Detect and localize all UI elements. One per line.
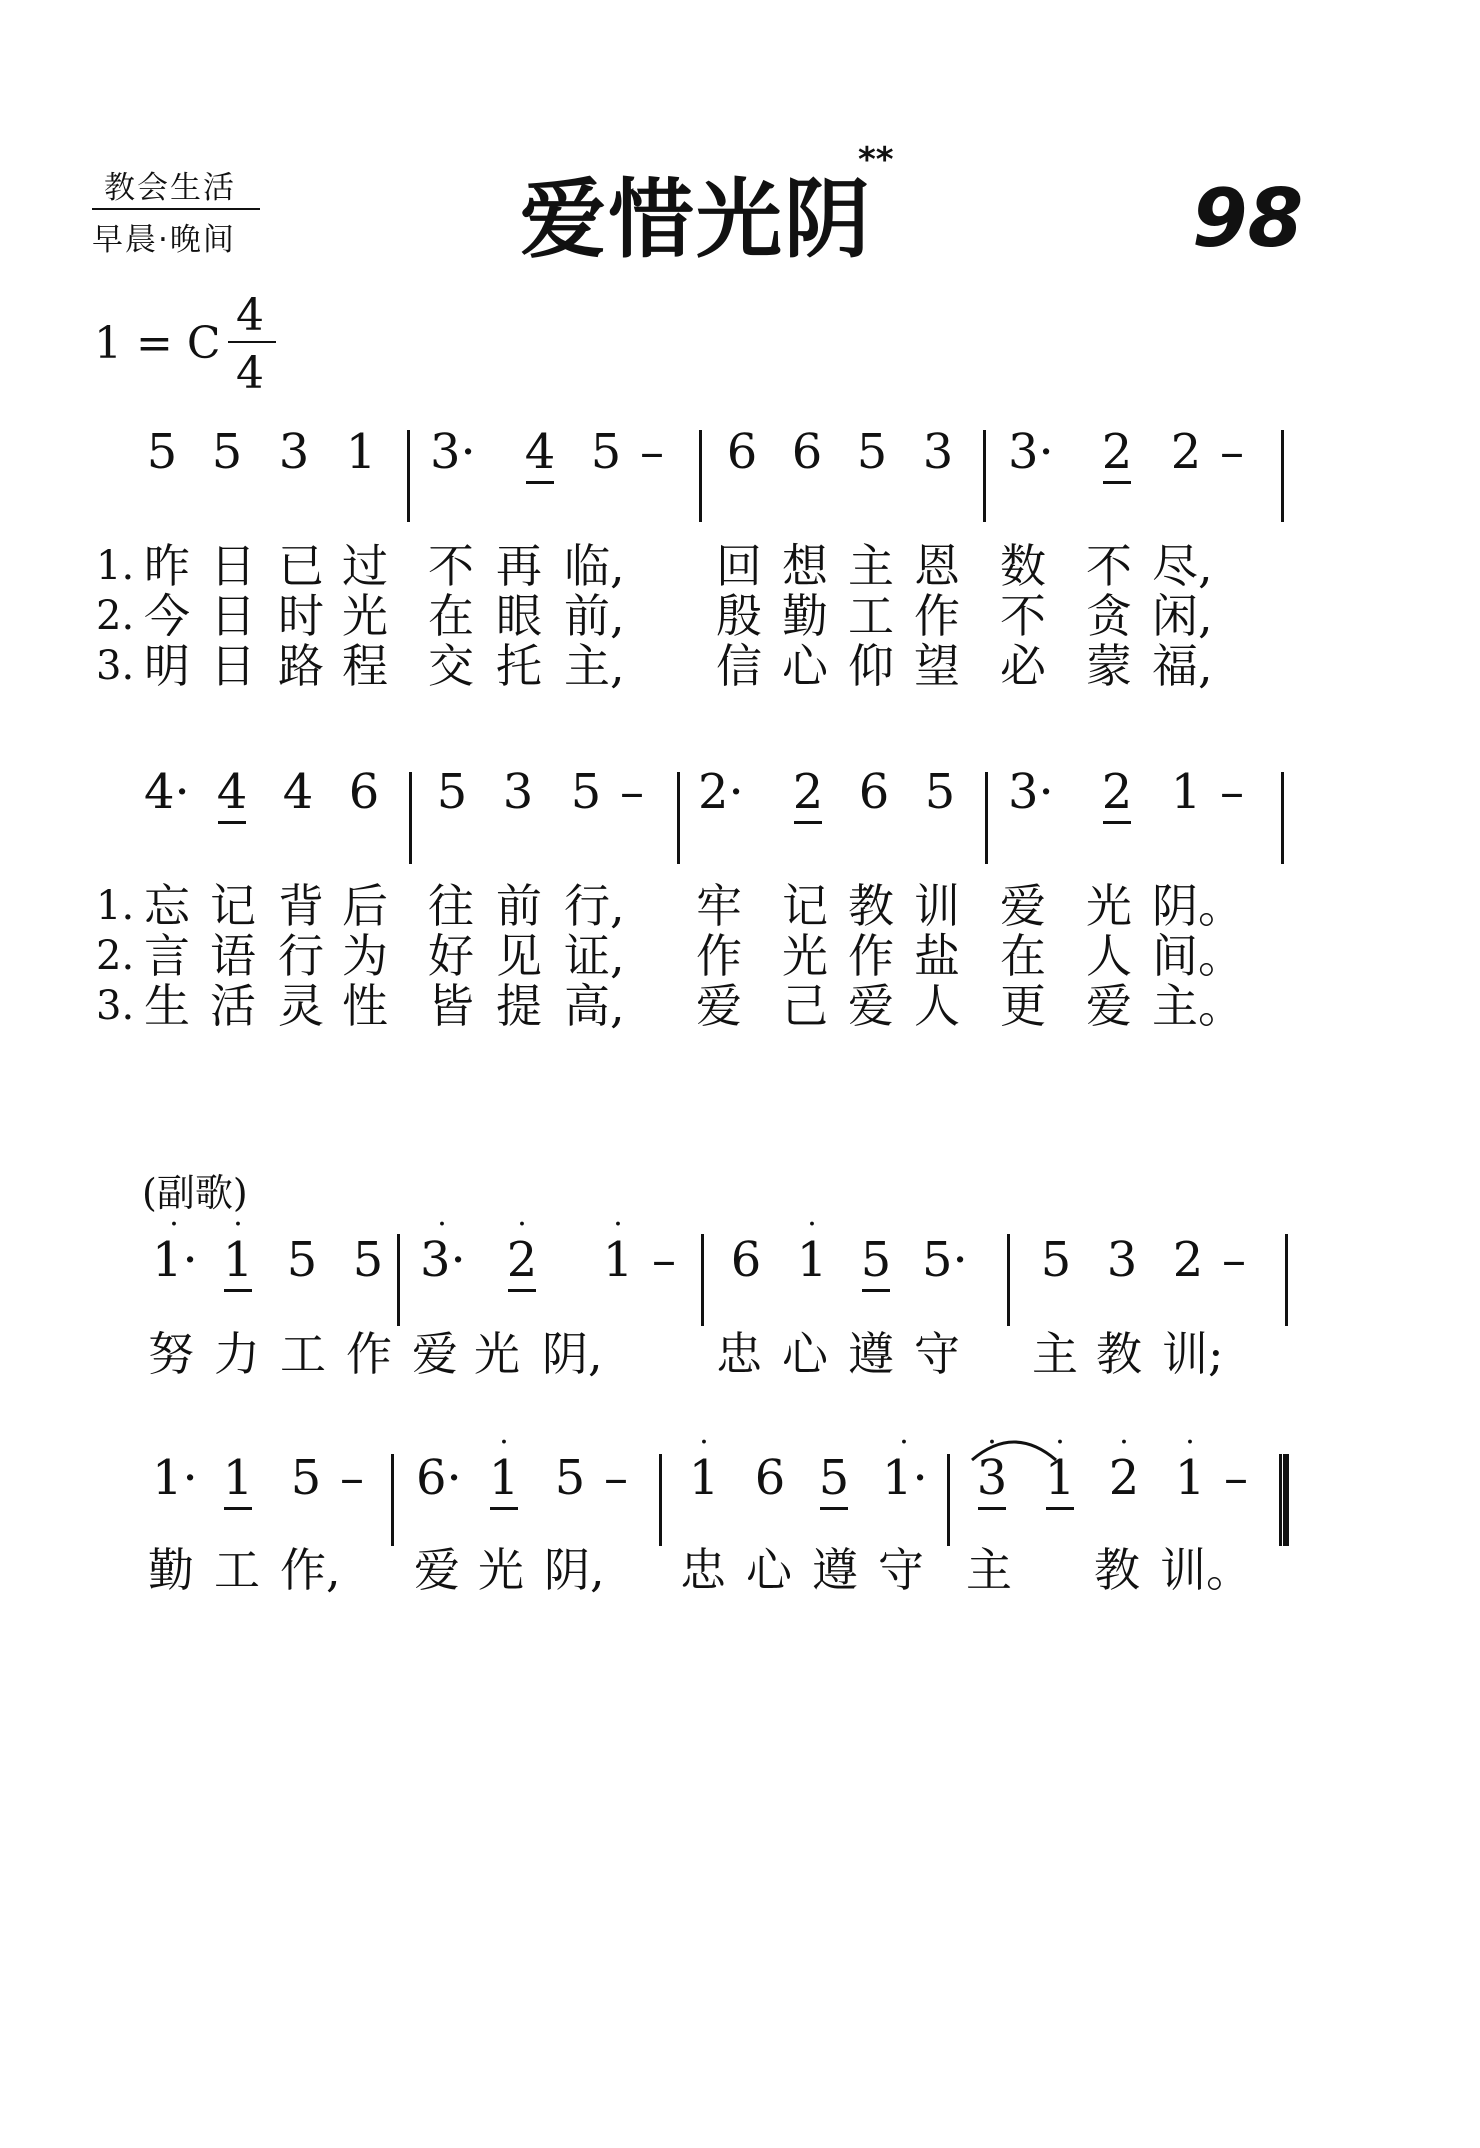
eighth-underline <box>820 1507 848 1510</box>
note <box>284 1450 328 1506</box>
note <box>1008 764 1052 820</box>
lyric-syllable: 数 <box>1000 539 1046 593</box>
lyric-syllable: 爱 <box>1086 979 1132 1033</box>
note <box>518 424 562 480</box>
lyric-syllable: 主 <box>848 539 894 593</box>
lyric-syllable: 工 <box>848 589 894 643</box>
note-digit: 3· <box>420 1232 466 1288</box>
lyric-syllable: 努 <box>148 1327 194 1381</box>
note-digit: 5 <box>590 424 622 480</box>
note-digit: 1 <box>688 1450 720 1506</box>
lyric-syllable: 训。 <box>1160 1543 1252 1597</box>
hymn-number: 98 <box>1192 172 1304 265</box>
lyric-syllable: 人 <box>1086 929 1132 983</box>
note-digit: 3 <box>976 1450 1008 1506</box>
octave-dot: · <box>987 1425 997 1460</box>
lyric-syllable: 临, <box>564 539 625 593</box>
note <box>1210 424 1254 480</box>
note <box>330 1450 374 1506</box>
lyric-syllable: 守 <box>878 1543 924 1597</box>
note-digit: 1 <box>1044 1450 1076 1506</box>
lyric-syllable: 路 <box>278 639 324 693</box>
note <box>210 764 254 820</box>
octave-dot: · <box>233 1207 243 1242</box>
note-digit: 6 <box>791 424 823 480</box>
lyric-syllable: 蒙 <box>1086 639 1132 693</box>
lyric-syllable: 往 <box>428 879 474 933</box>
note <box>548 1450 592 1506</box>
note-digit: 1· <box>882 1450 928 1506</box>
note-digit: 4 <box>524 424 556 480</box>
title-mark: ** <box>858 140 894 180</box>
note <box>430 764 474 820</box>
eighth-underline <box>526 481 554 484</box>
lyric-syllable: 生 <box>144 979 190 1033</box>
note <box>1034 1232 1078 1288</box>
lyric-syllable: 尽, <box>1152 539 1213 593</box>
note <box>430 424 474 480</box>
note <box>812 1450 856 1506</box>
lyric-syllable: 日 <box>210 589 256 643</box>
lyric-syllable: 阴。 <box>1152 879 1244 933</box>
note-digit: 4 <box>216 764 248 820</box>
lyric-syllable: 日 <box>210 639 256 693</box>
note <box>140 424 184 480</box>
lyric-syllable: 爱 <box>412 1327 458 1381</box>
lyric-syllable: 作 <box>696 929 742 983</box>
note <box>272 424 316 480</box>
note <box>420 1207 466 1288</box>
lyric-syllable: 工 <box>280 1327 326 1381</box>
barline <box>397 1234 400 1326</box>
note <box>1164 764 1208 820</box>
eighth-underline <box>1103 481 1131 484</box>
barline <box>983 430 986 522</box>
note <box>918 764 962 820</box>
lyric-syllable: 语 <box>210 929 256 983</box>
lyric-syllable: 心 <box>782 639 828 693</box>
note-digit: 5 <box>856 424 888 480</box>
note <box>785 424 829 480</box>
lyric-syllable: 望 <box>914 639 960 693</box>
note <box>216 1207 260 1288</box>
lyric-syllable: 贪 <box>1086 589 1132 643</box>
category-divider <box>92 208 260 210</box>
lyric-syllable: 仰 <box>848 639 894 693</box>
lyric-syllable: 作, <box>280 1543 341 1597</box>
lyric-syllable: 不 <box>1086 539 1132 593</box>
eighth-underline <box>218 821 246 824</box>
lyric-syllable: 忠 <box>716 1327 762 1381</box>
lyric-syllable: 前, <box>564 589 625 643</box>
barline <box>1281 430 1284 522</box>
note <box>416 1450 460 1506</box>
lyric-syllable: 教 <box>848 879 894 933</box>
note <box>346 1232 390 1288</box>
lyric-syllable: 爱 <box>848 979 894 1033</box>
note <box>1166 1232 1210 1288</box>
note <box>152 1207 198 1288</box>
note <box>790 1207 834 1288</box>
lyric-syllable: 后 <box>342 879 388 933</box>
time-signature-bottom: 4 <box>236 348 264 399</box>
lyric-syllable: 主 <box>1032 1327 1078 1381</box>
note-digit: 1 <box>1174 1450 1206 1506</box>
note-digit: 1 <box>488 1450 520 1506</box>
note <box>922 1232 966 1288</box>
lyric-syllable: 殷 <box>716 589 762 643</box>
eighth-underline <box>1103 821 1131 824</box>
lyric-syllable: 在 <box>428 589 474 643</box>
note-digit: 5 <box>352 1232 384 1288</box>
note-digit: 5 <box>1040 1232 1072 1288</box>
barline <box>985 772 988 864</box>
chorus-label: (副歌) <box>142 1171 248 1215</box>
lyric-syllable: 力 <box>214 1327 260 1381</box>
lyric-syllable: 恩 <box>914 539 960 593</box>
note-digit: – <box>340 1450 364 1506</box>
lyric-syllable: 见 <box>496 929 542 983</box>
note-digit: 5 <box>554 1450 586 1506</box>
lyric-syllable: 训; <box>1162 1327 1224 1381</box>
note-digit: – <box>620 764 644 820</box>
note <box>786 764 830 820</box>
lyric-syllable: 心 <box>782 1327 828 1381</box>
note-digit: 5 <box>286 1232 318 1288</box>
note <box>720 424 764 480</box>
note-digit: 5 <box>860 1232 892 1288</box>
note-digit: 5 <box>818 1450 850 1506</box>
barline <box>701 1234 704 1326</box>
octave-dot: · <box>699 1425 709 1460</box>
note <box>144 764 188 820</box>
note-digit: – <box>1220 424 1244 480</box>
note <box>1210 764 1254 820</box>
barline <box>947 1454 950 1546</box>
note-digit: 1 <box>602 1232 634 1288</box>
note <box>216 1450 260 1506</box>
lyric-syllable: 记 <box>782 879 828 933</box>
lyric-syllable: 行, <box>564 879 625 933</box>
lyric-syllable: 再 <box>496 539 542 593</box>
lyric-syllable: 已 <box>278 539 324 593</box>
note-digit: 5· <box>922 1232 968 1288</box>
note-digit: 1 <box>345 424 377 480</box>
lyric-syllable: 前 <box>496 879 542 933</box>
note-digit: 6 <box>754 1450 786 1506</box>
note <box>339 424 383 480</box>
note <box>1100 1232 1144 1288</box>
barline <box>409 772 412 864</box>
note-digit: 5 <box>211 424 243 480</box>
lyric-syllable: 记 <box>210 879 256 933</box>
note-digit: – <box>1224 1450 1248 1506</box>
note-digit: – <box>652 1232 676 1288</box>
verse-number: 2. <box>96 593 135 639</box>
note <box>852 764 896 820</box>
lyric-syllable: 教 <box>1096 1327 1142 1381</box>
lyric-syllable: 忠 <box>680 1543 726 1597</box>
note-digit: 5 <box>290 1450 322 1506</box>
note-digit: – <box>640 424 664 480</box>
note-digit: 1 <box>796 1232 828 1288</box>
lyric-syllable: 高, <box>564 979 625 1033</box>
hymn-title: 爱惜光阴 <box>520 170 872 270</box>
lyric-syllable: 证, <box>564 929 625 983</box>
category-top: 教会生活 <box>104 170 236 206</box>
note-digit: – <box>604 1450 628 1506</box>
time-signature-top: 4 <box>236 290 264 341</box>
lyric-syllable: 昨 <box>144 539 190 593</box>
lyric-syllable: 光 <box>782 929 828 983</box>
octave-dot: · <box>1119 1425 1129 1460</box>
lyric-syllable: 忘 <box>144 879 190 933</box>
lyric-syllable: 阴, <box>544 1543 605 1597</box>
lyric-syllable: 阴, <box>542 1327 603 1381</box>
note-digit: 5 <box>436 764 468 820</box>
note-digit: 3· <box>1008 764 1054 820</box>
note-digit: 1· <box>152 1450 198 1506</box>
barline <box>659 1454 662 1546</box>
verse-number: 3. <box>96 643 135 689</box>
note <box>682 1425 726 1506</box>
tie-mark <box>968 1425 1060 1464</box>
note-digit: 2 <box>506 1232 538 1288</box>
note <box>1164 424 1208 480</box>
note <box>1008 424 1052 480</box>
note-digit: 2 <box>792 764 824 820</box>
note-digit: 2 <box>1101 424 1133 480</box>
lyric-syllable: 光 <box>1086 879 1132 933</box>
barline <box>407 430 410 522</box>
note <box>152 1450 196 1506</box>
eighth-underline <box>508 1289 536 1292</box>
note-digit: – <box>1222 1232 1246 1288</box>
lyric-syllable: 遵 <box>848 1327 894 1381</box>
barline <box>699 430 702 522</box>
lyric-syllable: 作 <box>346 1327 392 1381</box>
eighth-underline <box>490 1507 518 1510</box>
lyric-syllable: 回 <box>716 539 762 593</box>
note <box>698 764 742 820</box>
note-digit: – <box>1220 764 1244 820</box>
lyric-syllable: 爱 <box>1000 879 1046 933</box>
lyric-syllable: 提 <box>496 979 542 1033</box>
final-barline <box>1279 1454 1289 1546</box>
lyric-syllable: 勤 <box>782 589 828 643</box>
lyric-syllable: 信 <box>716 639 762 693</box>
lyric-syllable: 皆 <box>428 979 474 1033</box>
note <box>1214 1450 1258 1506</box>
note-digit: 6· <box>416 1450 462 1506</box>
lyric-syllable: 福, <box>1152 639 1213 693</box>
note-digit: 1 <box>222 1450 254 1506</box>
key-signature: 1 = C <box>94 318 221 369</box>
note-digit: 3 <box>502 764 534 820</box>
lyric-syllable: 心 <box>746 1543 792 1597</box>
lyric-syllable: 己 <box>782 979 828 1033</box>
lyric-syllable: 遵 <box>812 1543 858 1597</box>
note <box>500 1207 544 1288</box>
note <box>854 1232 898 1288</box>
lyric-syllable: 不 <box>428 539 474 593</box>
note-digit: 6 <box>730 1232 762 1288</box>
category-bottom: 早晨·晚间 <box>92 222 236 258</box>
note-digit: 5 <box>570 764 602 820</box>
lyric-syllable: 闲, <box>1152 589 1213 643</box>
note-digit: 6 <box>726 424 758 480</box>
lyric-syllable: 不 <box>1000 589 1046 643</box>
note-digit: 4· <box>144 764 190 820</box>
note <box>850 424 894 480</box>
barline <box>677 772 680 864</box>
lyric-syllable: 训 <box>914 879 960 933</box>
note <box>882 1425 928 1506</box>
note-digit: 1· <box>152 1232 198 1288</box>
lyric-syllable: 主。 <box>1152 979 1244 1033</box>
lyric-syllable: 想 <box>782 539 828 593</box>
note <box>482 1425 526 1506</box>
note-digit: 3 <box>278 424 310 480</box>
note <box>642 1232 686 1288</box>
note <box>630 424 674 480</box>
note-digit: 1 <box>1170 764 1202 820</box>
verse-number: 3. <box>96 983 135 1029</box>
lyric-syllable: 主, <box>564 639 625 693</box>
lyric-syllable: 性 <box>342 979 388 1033</box>
note <box>1095 764 1139 820</box>
note-digit: 3 <box>1106 1232 1138 1288</box>
note <box>1212 1232 1256 1288</box>
note-digit: 6 <box>858 764 890 820</box>
lyric-syllable: 作 <box>914 589 960 643</box>
lyric-syllable: 托 <box>496 639 542 693</box>
note <box>280 1232 324 1288</box>
octave-dot: · <box>899 1425 909 1460</box>
eighth-underline <box>224 1507 252 1510</box>
barline <box>1281 772 1284 864</box>
barline <box>1285 1234 1288 1326</box>
note <box>610 764 654 820</box>
note-digit: 2 <box>1170 424 1202 480</box>
octave-dot: · <box>499 1425 509 1460</box>
note-digit: 3· <box>1008 424 1054 480</box>
octave-dot: · <box>807 1207 817 1242</box>
lyric-syllable: 光 <box>474 1327 520 1381</box>
lyric-syllable: 爱 <box>414 1543 460 1597</box>
eighth-underline <box>224 1289 252 1292</box>
note <box>205 424 249 480</box>
lyric-syllable: 主 <box>966 1543 1012 1597</box>
lyric-syllable: 背 <box>278 879 324 933</box>
note-digit: 3· <box>430 424 476 480</box>
note <box>276 764 320 820</box>
note-digit: 5 <box>146 424 178 480</box>
lyric-syllable: 时 <box>278 589 324 643</box>
note-digit: 2 <box>1108 1450 1140 1506</box>
note-digit: 5 <box>924 764 956 820</box>
verse-number: 1. <box>96 543 135 589</box>
note-digit: 6 <box>348 764 380 820</box>
lyric-syllable: 必 <box>1000 639 1046 693</box>
note <box>564 764 608 820</box>
lyric-syllable: 为 <box>342 929 388 983</box>
eighth-underline <box>978 1507 1006 1510</box>
eighth-underline <box>1046 1507 1074 1510</box>
note-digit: 2 <box>1172 1232 1204 1288</box>
lyric-syllable: 活 <box>210 979 256 1033</box>
lyric-syllable: 守 <box>914 1327 960 1381</box>
lyric-syllable: 灵 <box>278 979 324 1033</box>
lyric-syllable: 间。 <box>1152 929 1244 983</box>
eighth-underline <box>794 821 822 824</box>
octave-dot: · <box>517 1207 527 1242</box>
barline <box>391 1454 394 1546</box>
note <box>1102 1425 1146 1506</box>
barline <box>1007 1234 1010 1326</box>
lyric-syllable: 今 <box>144 589 190 643</box>
lyric-syllable: 交 <box>428 639 474 693</box>
verse-number: 2. <box>96 933 135 979</box>
note-digit: 2 <box>1101 764 1133 820</box>
note <box>584 424 628 480</box>
verse-number: 1. <box>96 883 135 929</box>
note-digit: 3 <box>922 424 954 480</box>
lyric-syllable: 牢 <box>696 879 742 933</box>
note <box>596 1207 640 1288</box>
lyric-syllable: 作 <box>848 929 894 983</box>
time-signature-line <box>228 341 276 343</box>
note <box>1095 424 1139 480</box>
note <box>724 1232 768 1288</box>
note <box>496 764 540 820</box>
lyric-syllable: 教 <box>1094 1543 1140 1597</box>
note <box>342 764 386 820</box>
lyric-syllable: 在 <box>1000 929 1046 983</box>
lyric-syllable: 行 <box>278 929 324 983</box>
lyric-syllable: 程 <box>342 639 388 693</box>
octave-dot: · <box>613 1207 623 1242</box>
lyric-syllable: 明 <box>144 639 190 693</box>
lyric-syllable: 光 <box>342 589 388 643</box>
eighth-underline <box>862 1289 890 1292</box>
lyric-syllable: 眼 <box>496 589 542 643</box>
octave-dot: · <box>437 1207 447 1242</box>
octave-dot: · <box>169 1207 179 1242</box>
lyric-syllable: 工 <box>214 1543 260 1597</box>
lyric-syllable: 勤 <box>148 1543 194 1597</box>
lyric-syllable: 过 <box>342 539 388 593</box>
note <box>748 1450 792 1506</box>
note <box>594 1450 638 1506</box>
lyric-syllable: 光 <box>478 1543 524 1597</box>
lyric-syllable: 日 <box>210 539 256 593</box>
note <box>1168 1425 1212 1506</box>
note-digit: 1 <box>222 1232 254 1288</box>
note-digit: 2· <box>698 764 744 820</box>
lyric-syllable: 爱 <box>696 979 742 1033</box>
lyric-syllable: 言 <box>144 929 190 983</box>
lyric-syllable: 更 <box>1000 979 1046 1033</box>
lyric-syllable: 人 <box>914 979 960 1033</box>
octave-dot: · <box>1055 1425 1065 1460</box>
lyric-syllable: 好 <box>428 929 474 983</box>
octave-dot: · <box>1185 1425 1195 1460</box>
note <box>916 424 960 480</box>
note-digit: 4 <box>282 764 314 820</box>
lyric-syllable: 盐 <box>914 929 960 983</box>
